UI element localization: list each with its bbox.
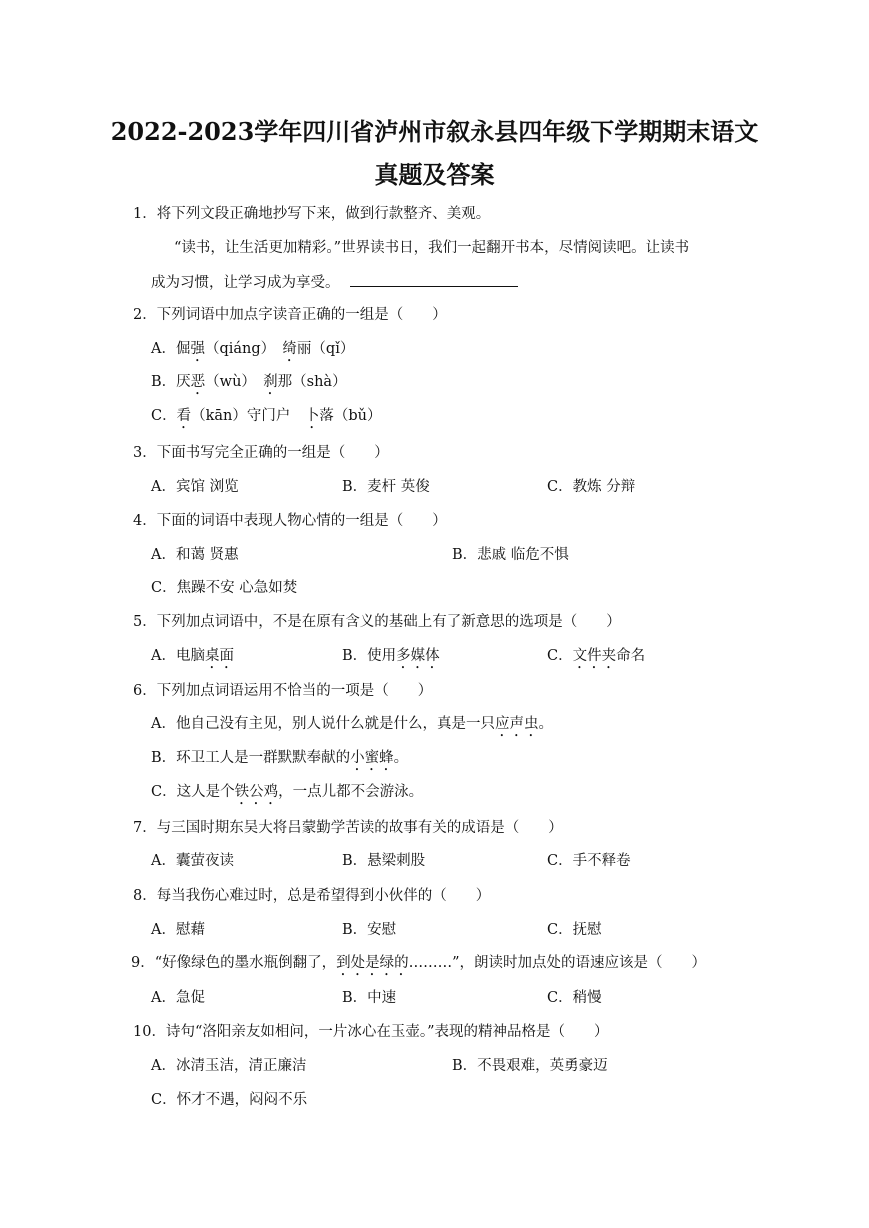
q5-b-dotted: 多媒体 xyxy=(396,648,440,664)
q8-option-b: B．安慰 xyxy=(342,922,397,938)
q5-option-c: C．文件夹命名 xyxy=(547,648,646,664)
q4-stem: 4．下面的词语中表现人物心情的一组是（ ） xyxy=(133,513,447,529)
q2-b-dotted-1: 恶 xyxy=(190,374,206,390)
q5-option-b: B．使用多媒体 xyxy=(342,648,440,664)
q3-option-b: B．麦杆 英俊 xyxy=(342,479,430,495)
q8-option-a: A．慰藉 xyxy=(151,922,205,938)
q4-option-c: C．焦躁不安 心急如焚 xyxy=(151,580,298,596)
q5-a-dotted: 桌面 xyxy=(204,648,234,664)
q7-stem: 7．与三国时期东吴大将吕蒙勤学苦读的故事有关的成语是（ ） xyxy=(133,820,563,836)
q3-stem: 3．下面书写完全正确的一组是（ ） xyxy=(133,445,389,461)
q9-option-b: B．中速 xyxy=(342,990,397,1006)
q1-answer-blank[interactable] xyxy=(350,272,518,287)
q10-option-c: C．怀才不遇，闷闷不乐 xyxy=(151,1092,308,1108)
q3-option-c: C．教炼 分辩 xyxy=(547,479,636,495)
q2-option-b: B．厌恶（wù） 刹那（shà） xyxy=(151,374,347,390)
title-line-2: 真题及答案 xyxy=(374,160,495,189)
q5-c-dotted: 文件夹 xyxy=(572,648,617,664)
q1-passage-line-1: “读书，让生活更加精彩。”世界读书日，我们一起翻开书本，尽情阅读吧。让读书 xyxy=(174,240,690,256)
q2-c-dotted-1: 看 xyxy=(176,408,192,424)
q2-option-c: C．看（kān）守门户 卜落（bǔ） xyxy=(151,408,382,424)
q6-option-b: B．环卫工人是一群默默奉献的小蜜蜂。 xyxy=(151,750,409,766)
q6-a-dotted: 应声虫 xyxy=(494,716,539,732)
q7-option-a: A．囊萤夜读 xyxy=(151,853,234,869)
q9-stem: 9．“好像绿色的墨水瓶倒翻了，到处是绿的………”，朗读时加点处的语速应该是（ ） xyxy=(131,955,707,971)
q6-c-dotted: 铁公鸡 xyxy=(234,784,279,800)
q2-b-dotted-2: 刹 xyxy=(263,374,278,390)
q4-option-a: A．和蔼 贤惠 xyxy=(151,547,239,563)
q2-option-a: A．倔强（qiáng） 绮丽（qǐ） xyxy=(151,341,355,357)
q5-stem: 5．下列加点词语中，不是在原有含义的基础上有了新意思的选项是（ ） xyxy=(133,614,621,630)
q9-option-c: C．稍慢 xyxy=(547,990,602,1006)
q6-stem: 6．下列加点词语运用不恰当的一项是（ ） xyxy=(133,683,433,699)
q2-a-dotted-1: 强 xyxy=(190,341,205,357)
q1-passage-line-2 xyxy=(151,272,518,293)
q10-option-a: A．冰清玉洁，清正廉洁 xyxy=(151,1058,307,1074)
q10-stem: 10．诗句“洛阳亲友如相问，一片冰心在玉壶。”表现的精神品格是（ ） xyxy=(133,1024,609,1040)
q2-a-dotted-2: 绮 xyxy=(282,341,297,357)
q6-b-dotted: 小蜜蜂 xyxy=(350,750,394,766)
q6-option-c: C．这人是个铁公鸡，一点儿都不会游泳。 xyxy=(151,784,424,800)
q7-option-c: C．手不释卷 xyxy=(547,853,631,869)
q1-stem: 1．将下列文段正确地抄写下来，做到行款整齐、美观。 xyxy=(133,206,491,222)
q5-option-a: A．电脑桌面 xyxy=(151,648,234,664)
q1-passage-text: 成为习惯，让学习成为享受。 xyxy=(151,275,340,291)
title-line-1: 2022-2023学年四川省泸州市叙永县四年级下学期期末语文 xyxy=(110,117,759,146)
q2-c-dotted-2: 卜 xyxy=(304,408,320,424)
q9-option-a: A．急促 xyxy=(151,990,205,1006)
q4-option-b: B．悲戚 临危不惧 xyxy=(452,547,569,563)
q10-option-b: B．不畏艰难，英勇豪迈 xyxy=(452,1058,608,1074)
q2-stem: 2．下列词语中加点字读音正确的一组是（ ） xyxy=(133,307,447,323)
q9-dotted: 到处是绿的 xyxy=(336,955,409,971)
q7-option-b: B．悬梁刺股 xyxy=(342,853,426,869)
q3-option-a: A．宾馆 浏览 xyxy=(151,479,239,495)
q8-stem: 8．每当我伤心难过时，总是希望得到小伙伴的（ ） xyxy=(133,888,491,904)
q8-option-c: C．抚慰 xyxy=(547,922,602,938)
q6-option-a: A．他自己没有主见，别人说什么就是什么，真是一只应声虫。 xyxy=(151,716,553,732)
